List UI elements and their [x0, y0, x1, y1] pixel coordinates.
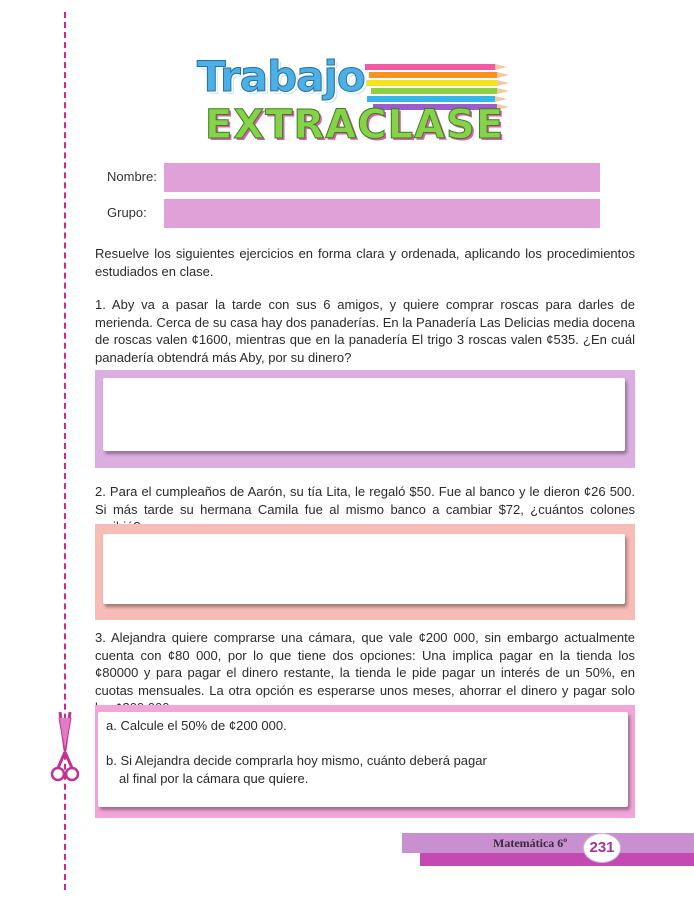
problem-3-sub-b-line2: al final por la cámara que quiere. — [119, 771, 309, 786]
trabajo-extraclase-logo — [185, 52, 515, 150]
name-field[interactable] — [164, 163, 600, 192]
problem-2-answer-box[interactable] — [103, 534, 625, 604]
problem-3-sub-b-line1: b. Si Alejandra decide comprarla hoy mismo, cuánto deberá pagar — [106, 753, 487, 768]
group-field[interactable] — [164, 199, 600, 228]
name-label: Nombre: — [107, 169, 157, 184]
book-title: Matemática 6º — [493, 836, 568, 850]
problem-2-text: 2. Para el cumpleaños de Aarón, su tía Lita, le regaló $50. Fue al banco y le dieron ¢26 500. Si más tarde su hermana Camila fue al mismo banco a cambiar $72, ¿cuántos colones — [95, 484, 635, 517]
footer-bar-accent — [420, 853, 694, 866]
problem-3-text: 3. Alejandra quiere comprarse una cámara, que vale ¢200 000, sin embargo actualmente cuenta con ¢80 000, por lo que tiene dos opciones: Una implica pagar en la tienda los ¢80000 y para pagar el dinero restante, la tienda le pide pagar un interés de un 50%, en cuotas mensuales. La otra opción es esperarse unos meses, ahorrar el dinero y pagar solo — [95, 630, 635, 698]
problem-3-answer-box[interactable] — [98, 712, 628, 807]
logo-line1: Trabajo — [197, 52, 365, 101]
instructions: Resuelve los siguientes ejercicios en forma clara y ordenada, aplicando los procedimientos estudiados en clase. — [95, 246, 635, 279]
group-label: Grupo: — [107, 205, 147, 220]
problem-1-text: 1. Aby va a pasar la tarde con sus 6 amigos, y quiere comprar roscas para darles de merienda. Cerca de su casa hay dos panaderías. En la Panadería Las Delicias media docena de roscas valen ¢1600, mientras que en la panadería El trigo 3 roscas valen ¢535. ¿En cuál panadería obtendrá más Aby, por su dinero? — [95, 297, 635, 365]
problem-3-sub-a: a. Calcule el 50% de ¢200 000. — [106, 718, 287, 733]
scissors-icon — [50, 710, 80, 786]
page-number: 231 — [583, 833, 621, 863]
logo-line2: EXTRACLASE — [205, 102, 505, 148]
problem-1-answer-box[interactable] — [103, 378, 625, 451]
